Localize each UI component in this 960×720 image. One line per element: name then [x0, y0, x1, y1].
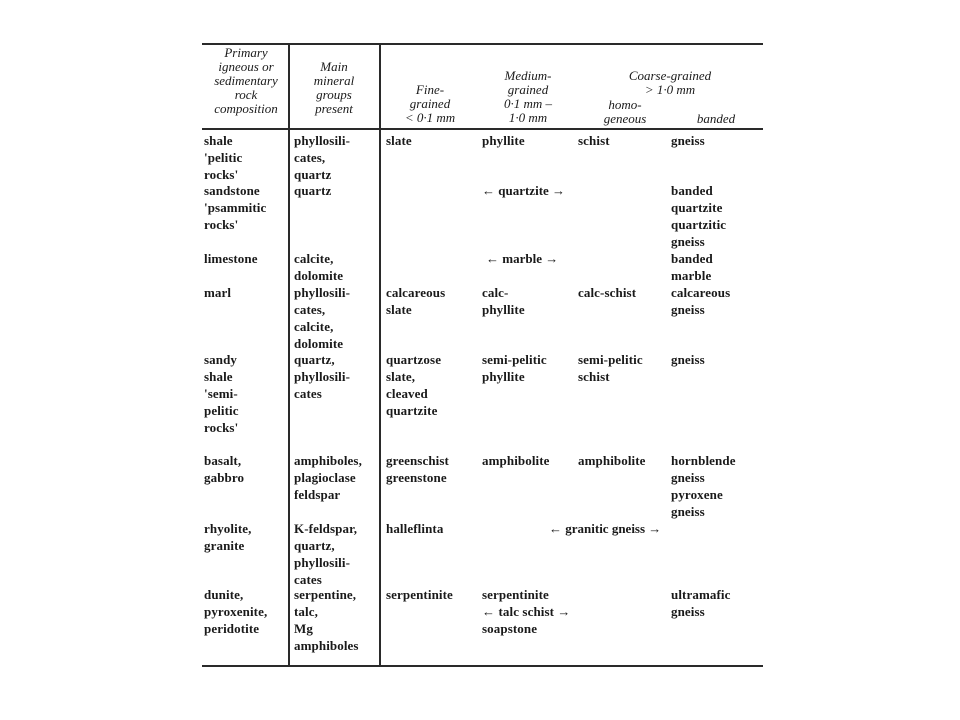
cell-rock: sandy shale 'semi- pelitic rocks' — [204, 352, 239, 435]
cell-homogeneous: semi-pelitic schist — [578, 352, 643, 384]
cell-minerals: serpentine, talc, Mg amphiboles — [294, 587, 359, 653]
cell-medium: semi-pelitic phyllite — [482, 352, 547, 384]
cell-fine: serpentinite — [386, 587, 453, 602]
cell-rock: dunite, pyroxenite, peridotite — [204, 587, 268, 636]
column-divider-1 — [288, 43, 290, 667]
table-top-rule — [202, 43, 763, 45]
cell-minerals: phyllosili- cates, quartz — [294, 133, 351, 182]
cell-banded: gneiss — [671, 133, 705, 148]
cell-banded: ultramafic gneiss — [671, 587, 731, 619]
header-coarse-grained: Coarse-grained > 1·0 mm — [628, 68, 712, 97]
cell-minerals: calcite, dolomite — [294, 251, 344, 283]
cell-rock: marl — [204, 285, 232, 300]
cell-span: ← marble → — [486, 251, 559, 266]
cell-rock: limestone — [204, 251, 258, 266]
cell-rock: sandstone 'psammitic rocks' — [204, 183, 267, 232]
cell-homogeneous: amphibolite — [578, 453, 646, 468]
cell-fine: slate — [386, 133, 412, 148]
cell-minerals: K-feldspar, quartz, phyllosili- cates — [294, 521, 358, 587]
cell-medium: serpentinite ← talc schist → soapstone — [482, 587, 571, 636]
cell-banded: hornblende gneiss pyroxene gneiss — [671, 453, 736, 519]
header-banded: banded — [696, 111, 736, 126]
cell-minerals: quartz — [294, 183, 332, 198]
table-bottom-rule — [202, 665, 763, 667]
cell-rock: shale 'pelitic rocks' — [204, 133, 243, 182]
cell-medium: amphibolite — [482, 453, 550, 468]
cell-span: ← granitic gneiss → — [549, 521, 662, 536]
cell-banded: calcareous gneiss — [671, 285, 731, 317]
cell-span: ← quartzite → — [482, 183, 566, 198]
cell-homogeneous: calc-schist — [578, 285, 637, 300]
header-fine-grained: Fine- grained < 0·1 mm — [404, 82, 456, 125]
cell-fine: quartzose slate, cleaved quartzite — [386, 352, 442, 418]
header-medium-grained: Medium- grained 0·1 mm – 1·0 mm — [503, 68, 553, 125]
header-homogeneous: homo- geneous — [603, 97, 647, 126]
cell-fine: halleflinta — [386, 521, 444, 536]
cell-minerals: amphiboles, plagioclase feldspar — [294, 453, 362, 502]
header-main-minerals: Main mineral groups present — [313, 59, 355, 116]
cell-rock: basalt, gabbro — [204, 453, 245, 485]
cell-homogeneous: schist — [578, 133, 610, 148]
cell-medium: calc- phyllite — [482, 285, 525, 317]
header-primary-composition: Primary igneous or sedimentary rock composition — [214, 45, 278, 116]
cell-fine: greenschist greenstone — [386, 453, 449, 485]
column-divider-2 — [379, 43, 381, 667]
cell-minerals: phyllosili- cates, calcite, dolomite — [294, 285, 351, 351]
cell-banded: banded quartzite quartzitic gneiss — [671, 183, 727, 249]
cell-rock: rhyolite, granite — [204, 521, 252, 553]
header-rule — [202, 128, 763, 130]
cell-minerals: quartz, phyllosili- cates — [294, 352, 351, 401]
cell-banded: gneiss — [671, 352, 705, 367]
cell-medium: phyllite — [482, 133, 525, 148]
cell-banded: banded marble — [671, 251, 713, 283]
cell-fine: calcareous slate — [386, 285, 446, 317]
